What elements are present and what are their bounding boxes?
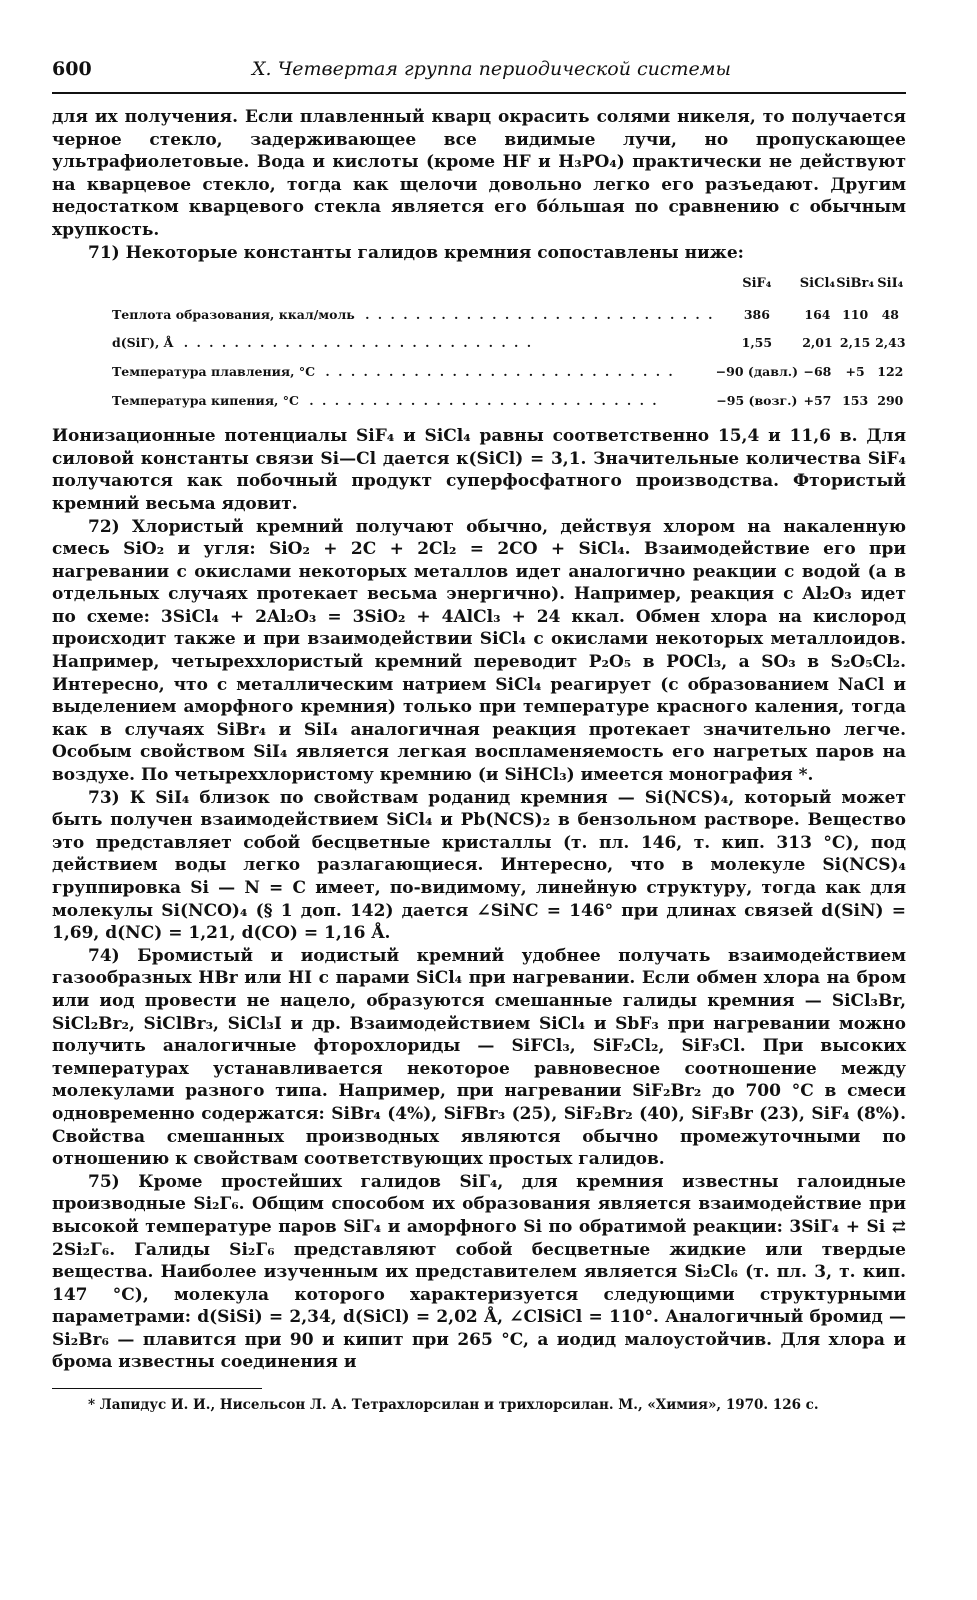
row-label: Теплота образования, ккал/моль	[112, 307, 359, 322]
row-label: d(SiГ), Å	[112, 335, 177, 350]
table-row	[52, 329, 906, 358]
paragraph-71: 71) Некоторые константы галидов кремния сопоставлены ниже:	[88, 242, 744, 263]
leader-dots: . . . . . . . . . . . . . . . . . . . . . . . . . . . .	[319, 363, 675, 379]
col-sicl4: SiCl₄	[799, 276, 836, 292]
table-cell: 2,15	[839, 335, 871, 351]
table-cell: 386	[743, 306, 770, 322]
col-sibr4: SiBr₄	[836, 276, 875, 292]
main-text	[52, 106, 906, 1374]
table-row	[52, 301, 906, 330]
page-number: 600	[52, 58, 92, 80]
leader-dots: . . . . . . . . . . . . . . . . . . . . . . . . . . . .	[177, 335, 534, 351]
paragraph: 75) Кроме простейших галидов SiГ₄, для кремния известны галоидные производные Si₂Г₆. Общим способом их образования является взаимодействие при высокой температуре паров SiГ₄ и аморфного Si по обратимой реакции: 3SiГ₄ + Si ⇄ 2Si₂Г₆. Галиды Si₂Г₆ представляют собой бесцветные жидкие или твердые вещества. Наиболее изученным их представителем является Si₂Cl₆ (т. пл. 3, т. кип. 147 °C), молекула которого характеризуется следующими структурными параметрами: d(SiSi) = 2,34, d(SiCl) = 2,02 Å, ∠ClSiCl = 110°. Аналогичный бромид — Si₂Br₆ — плавится при 90 и кипит при 265 °C, а иодид малоустойчив. Для хлора и брома известны соединения и	[52, 1171, 906, 1373]
row-label: Температура кипения, °C	[112, 393, 303, 408]
col-sii4: SiI₄	[877, 276, 904, 292]
table-row	[52, 358, 906, 387]
footnote-rule	[52, 1388, 262, 1389]
running-header	[52, 58, 906, 94]
table-row	[52, 387, 906, 416]
table-cell: +57	[803, 392, 832, 408]
page	[52, 58, 906, 1416]
footnote: * Лапидус И. И., Нисельсон Л. А. Тетрахлорсилан и трихлорсилан. М., «Химия», 1970. 126 с.	[88, 1397, 819, 1414]
table-cell: 1,55	[741, 335, 773, 351]
paragraph: Ионизационные потенциалы SiF₄ и SiCl₄ равны соответственно 15,4 и 11,6 в. Для силовой константы связи Si—Cl дается к(SiCl) = 3,1. Значительные количества SiF₄ получаются как побочный продукт суперфосфатного производства. Фтористый кремний весьма ядовит.	[52, 426, 906, 514]
halide-constants-table	[52, 271, 906, 415]
table-cell: +5	[845, 363, 865, 379]
paragraph: 74) Бромистый и иодистый кремний удобнее получать взаимодействием газообразных HBr или HI с парами SiCl₄ при нагревании. Если обмен хлора на бром или иод провести не нацело, образуются смешанные галиды кремния — SiCl₃Br, SiCl₂Br₂, SiClBr₃, SiCl₃I и др. Взаимодействием SiCl₄ и SbF₃ при нагревании можно получить аналогичные фторохлориды — SiFCl₃, SiF₂Cl₂, SiF₃Cl. При высоких температурах устанавливается некоторое равновесное соотношение между молекулами разного типа. Например, при нагревании SiF₂Br₂ до 700 °C в смеси одновременно содержатся: SiBr₄ (4%), SiFBr₃ (25), SiF₂Br₂ (40), SiF₃Br (23), SiF₄ (8%). Свойства смешанных производных являются обычно промежуточными по отношению к свойствам соответствующих простых галидов.	[52, 945, 906, 1170]
table-cell: −90 (давл.)	[715, 363, 799, 379]
paragraph: 72) Хлористый кремний получают обычно, действуя хлором на накаленную смесь SiO₂ и угля: SiO₂ + 2C + 2Cl₂ = 2CO + SiCl₄. Взаимодействие его при нагревании с окислами некоторых металлов идет аналогично реакции с водой (а в отдельных случаях протекает весьма энергично). Например, реакция с Al₂O₃ идет по схеме: 3SiCl₄ + 2Al₂O₃ = 3SiO₂ + 4AlCl₃ + 24 ккал. Обмен хлора на кислород происходит также и при взаимодействии SiCl₄ с окислами некоторых металлоидов. Например, четыреххлористый кремний переводит P₂O₅ в POCl₃, а SO₃ в S₂O₅Cl₂. Интересно, что с металлическим натрием SiCl₄ реагирует (с образованием NaCl и выделением аморфного кремния) только при температуре красного каления, тогда как в случаях SiBr₄ и SiI₄ аналогичная реакция протекает значительно легче. Особым свойством SiI₄ является легкая воспламеняемость его нагретых паров на воздухе. По четыреххлористому кремнию (и SiHCl₃) имеется монография *.	[52, 516, 906, 786]
table-cell: 110	[842, 306, 869, 322]
col-sif4: SiF₄	[742, 276, 772, 292]
leader-dots: . . . . . . . . . . . . . . . . . . . . . . . . . . . .	[358, 306, 715, 322]
table-cell: 2,43	[875, 335, 906, 351]
running-title: X. Четвертая группа периодической системы	[252, 58, 731, 80]
table-cell: 48	[881, 306, 899, 322]
table-cell: 122	[877, 363, 904, 379]
row-label: Температура плавления, °C	[112, 364, 319, 379]
table-cell: 164	[804, 306, 831, 322]
paragraph: 73) К SiI₄ близок по свойствам роданид кремния — Si(NCS)₄, который может быть получен взаимодействием SiCl₄ и Pb(NCS)₂ в бензольном растворе. Вещество это представляет собой бесцветные кристаллы (т. пл. 146, т. кип. 313 °C), под действием воды легко разлагающиеся. Интересно, что в молекуле Si(NCS)₄ группировка Si — N = C имеет, по-видимому, линейную структуру, тогда как для молекулы Si(NCO)₄ (§ 1 доп. 142) дается ∠SiNC = 146° при длинах связей d(SiN) = 1,69, d(NC) = 1,21, d(CO) = 1,16 Å.	[52, 787, 906, 944]
leader-dots: . . . . . . . . . . . . . . . . . . . . . . . . . . . .	[302, 392, 659, 408]
table-cell: 2,01	[802, 335, 833, 351]
table-cell: −68	[803, 363, 832, 379]
table-header-row	[52, 271, 906, 301]
table-cell: 153	[842, 392, 869, 408]
paragraph-intro: для их получения. Если плавленный кварц окрасить солями никеля, то получается черное стекло, задерживающее все видимые лучи, но пропускающее ультрафиолетовые. Вода и кислоты (кроме HF и H₃PO₄) практически не действуют на кварцевое стекло, тогда как щелочи довольно легко его разъедают. Другим недостатком кварцевого стекла является его бо́льшая по сравнению с обычным хрупкость.	[52, 107, 906, 240]
table-cell: 290	[877, 392, 904, 408]
table-cell: −95 (возг.)	[716, 392, 798, 408]
